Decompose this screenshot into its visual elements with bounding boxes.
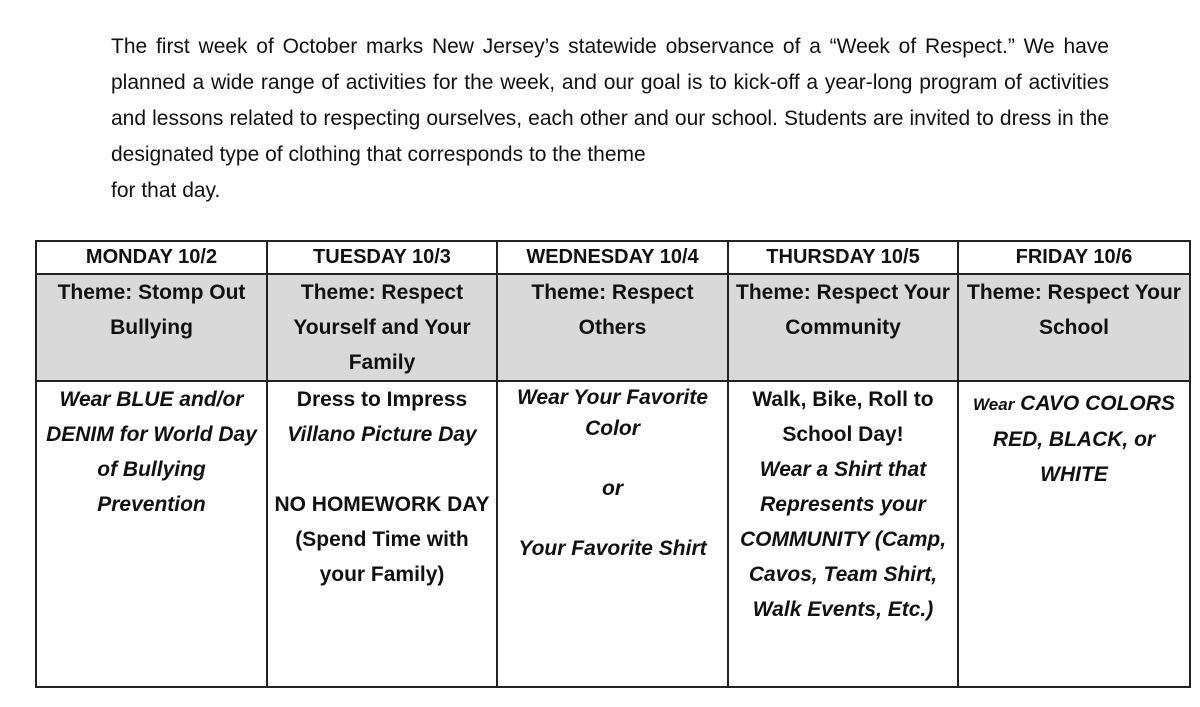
day-header-friday: FRIDAY 10/6 [958, 241, 1190, 274]
dress-tuesday-line-1: Dress to Impress [296, 388, 468, 411]
theme-thursday: Theme: Respect Your Community [728, 274, 958, 381]
dress-tuesday-line-3: NO HOMEWORK DAY [274, 493, 490, 516]
intro-paragraph-last-line: for that day. [111, 179, 221, 202]
theme-tuesday: Theme: Respect Yourself and Your Family [267, 274, 497, 381]
day-header-tuesday: TUESDAY 10/3 [267, 241, 497, 274]
intro-paragraph: The first week of October marks New Jersey’s statewide observance of a “Week of Respect.” We have planned a wide range of activities for the week, and our goal is to kick-off a year-long program of activities and lessons related to respecting ourselves, each other and our school. Students are invited to dress in the designated type of clothing that corresponds to the theme [111, 35, 1109, 166]
day-header-wednesday: WEDNESDAY 10/4 [497, 241, 728, 274]
dress-wednesday-line-2: or [602, 477, 623, 500]
dress-wednesday-line-1: Wear Your Favorite Color [516, 386, 708, 440]
dress-thursday-line-1: Walk, Bike, Roll to School Day! [752, 388, 934, 446]
dress-monday [36, 381, 267, 687]
dress-thursday-line-2: Wear a Shirt that Represents your COMMUNITY (Camp, Cavos, Team Shirt, Walk Events, Etc.) [739, 458, 947, 621]
dress-thursday [728, 381, 958, 687]
dress-tuesday-line-4: (Spend Time with your Family) [295, 528, 469, 586]
theme-wednesday: Theme: Respect Others [497, 274, 728, 381]
dress-friday-colors: CAVO COLORS RED, BLACK, or WHITE [992, 392, 1175, 486]
dress-tuesday [267, 381, 497, 687]
dress-friday-text [965, 382, 1183, 492]
theme-row [36, 274, 1190, 381]
theme-monday: Theme: Stomp Out Bullying [36, 274, 267, 381]
day-header-row [36, 241, 1190, 274]
day-header-monday: MONDAY 10/2 [36, 241, 267, 274]
week-of-respect-schedule-table [35, 240, 1191, 688]
theme-friday: Theme: Respect Your School [958, 274, 1190, 381]
day-header-thursday: THURSDAY 10/5 [728, 241, 958, 274]
dress-tuesday-line-2: Villano Picture Day [287, 423, 477, 446]
dress-row [36, 381, 1190, 687]
dress-friday-wear: Wear [973, 395, 1015, 414]
dress-monday-text: Wear BLUE and/or DENIM for World Day of Bullying Prevention [46, 388, 257, 516]
dress-wednesday [497, 381, 728, 687]
dress-wednesday-line-3: Your Favorite Shirt [518, 537, 707, 560]
dress-friday [958, 381, 1190, 687]
